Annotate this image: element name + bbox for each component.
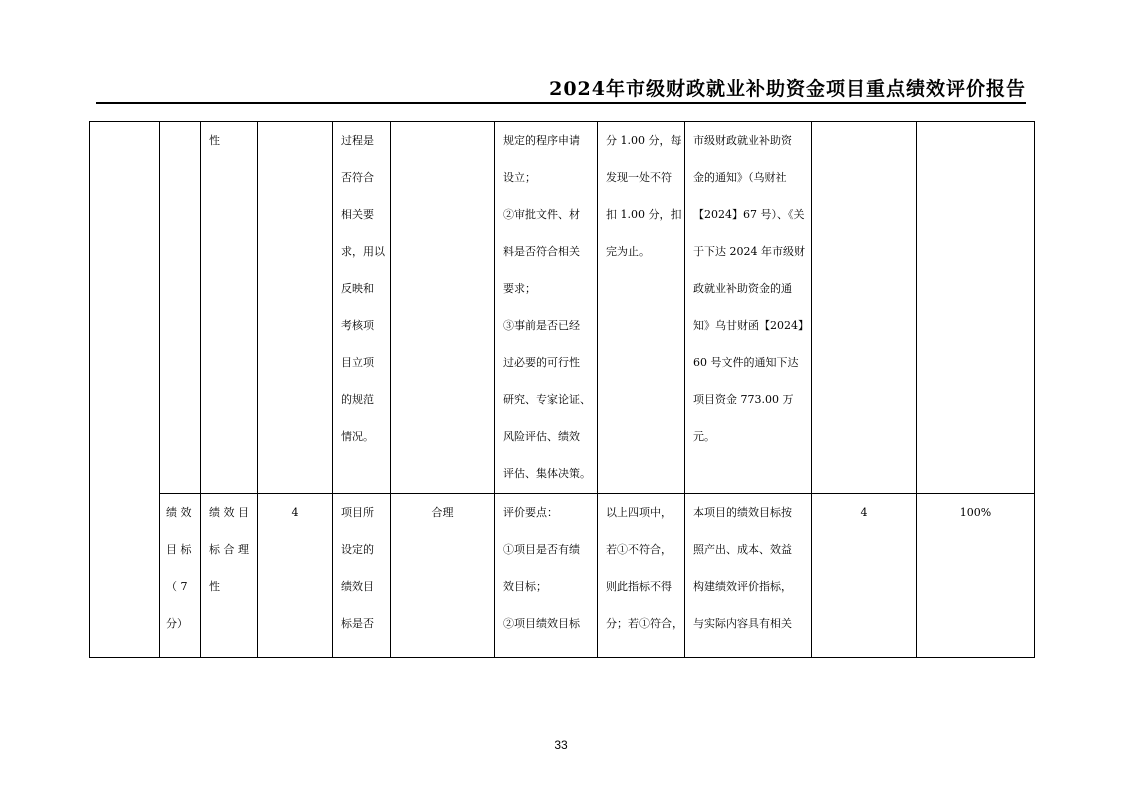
indicator-definition-cell: 过程是 否符合 相关要 求，用以 反映和 考核项 目立项 的规范 情况。	[333, 122, 391, 494]
evaluation-points-cell: 规定的程序申请 设立； ②审批文件、材 料是否符合相关 要求； ③事前是否已经 过必要的可行性 研究、专家论证、 风险评估、绩效 评估、集体决策。	[495, 122, 598, 494]
score-rate-cell: 100%	[917, 494, 1035, 658]
evidence-cell: 本项目的绩效目标按 照产出、成本、效益 构建绩效评价指标， 与实际内容具有相关	[685, 494, 812, 658]
scoring-rule-cell: 分 1.00 分，每 发现一处不符 扣 1.00 分，扣 完为止。	[598, 122, 685, 494]
standard-cell	[391, 122, 495, 494]
evidence-cell: 市级财政就业补助资 金的通知》（乌财社 【2024】67 号）、《关 于下达 2024 年市级财 政就业补助资金的通 知》乌甘财函【2024】 60 号文件的通知下达 项目资金 773.00 万 元。	[685, 122, 812, 494]
weight-cell: 4	[258, 494, 333, 658]
score-cell	[812, 122, 917, 494]
score-rate-cell	[917, 122, 1035, 494]
indicator-cell: 性	[201, 122, 258, 494]
page-number: 33	[554, 738, 568, 752]
table-row	[90, 122, 1035, 494]
table-row	[90, 494, 1035, 658]
score-cell: 4	[812, 494, 917, 658]
weight-cell	[258, 122, 333, 494]
evaluation-table	[89, 121, 1035, 658]
sub-category-cell: 绩 效 目 标 （ 7 分）	[160, 494, 201, 658]
sub-category-cell	[160, 122, 201, 494]
report-title: 2024年市级财政就业补助资金项目重点绩效评价报告	[549, 78, 1026, 100]
scoring-rule-cell: 以上四项中， 若①不符合， 则此指标不得 分；若①符合，	[598, 494, 685, 658]
evaluation-points-cell: 评价要点： ①项目是否有绩 效目标； ②项目绩效目标	[495, 494, 598, 658]
category-cell	[90, 122, 160, 658]
indicator-cell: 绩 效 目 标 合 理 性	[201, 494, 258, 658]
header-rule	[96, 102, 1026, 104]
indicator-definition-cell: 项目所 设定的 绩效目 标是否	[333, 494, 391, 658]
standard-cell: 合理	[391, 494, 495, 658]
